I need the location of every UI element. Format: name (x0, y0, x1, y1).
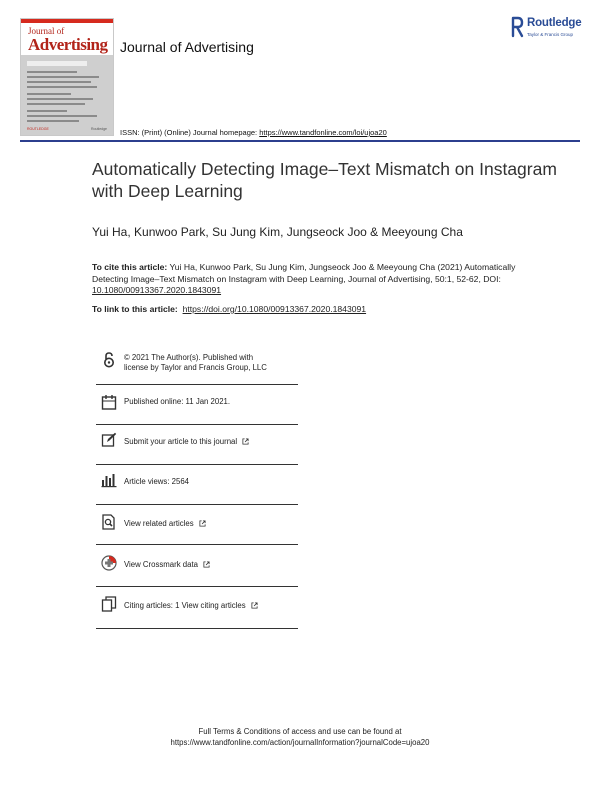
submit-article-link[interactable]: Submit your article to this journal (124, 437, 238, 446)
citation-block (92, 262, 522, 297)
journal-title[interactable]: Journal of Advertising (120, 39, 254, 55)
cover-footer-logo: Routledge (91, 127, 107, 131)
info-related-articles[interactable] (96, 506, 298, 545)
license-line-2: license by Taylor and Francis Group, LLC (124, 363, 267, 372)
external-link-icon (199, 520, 206, 527)
cover-title-small: Journal of (28, 26, 65, 36)
journal-homepage-link[interactable]: https://www.tandfonline.com/loi/ujoa20 (259, 128, 387, 137)
cite-label: To cite this article: (92, 262, 168, 272)
header-divider (20, 140, 580, 142)
bar-chart-icon (101, 472, 117, 488)
routledge-r-icon (511, 16, 524, 38)
publisher-subtitle: Taylor & Francis Group (527, 32, 574, 37)
link-label: To link to this article: (92, 304, 178, 314)
article-title: Automatically Detecting Image–Text Mismatch on Instagram with Deep Learning (92, 159, 557, 201)
info-open-access (96, 346, 298, 385)
info-article-views (96, 466, 298, 505)
issn-label: ISSN: (Print) (Online) Journal homepage: (120, 128, 258, 137)
cover-title-big: Advertising (28, 35, 108, 54)
citing-articles-icon (101, 596, 117, 612)
journal-cover-image (20, 18, 114, 136)
cover-top-stripe (21, 19, 113, 23)
crossmark-icon (101, 555, 117, 571)
info-published-online (96, 386, 298, 425)
publisher-name: Routledge (527, 17, 582, 29)
footer (0, 726, 600, 748)
cover-publisher-tag: ROUTLEDGE (27, 127, 49, 131)
footer-terms-link[interactable]: https://www.tandfonline.com/action/journalInformation?journalCode=ujoa20 (170, 738, 430, 747)
published-online-text: Published online: 11 Jan 2021. (124, 397, 231, 406)
issn-line (120, 128, 387, 137)
info-citing-articles[interactable] (96, 588, 298, 629)
citing-articles-link[interactable]: Citing articles: 1 View citing articles (124, 601, 246, 610)
license-line-1: © 2021 The Author(s). Published with (124, 353, 254, 362)
related-articles-link[interactable]: View related articles (124, 519, 194, 528)
info-crossmark[interactable] (96, 546, 298, 587)
external-link-icon (251, 602, 258, 609)
article-doi-link[interactable]: https://doi.org/10.1080/00913367.2020.1843091 (182, 304, 367, 314)
external-link-icon (242, 438, 249, 445)
search-document-icon (101, 514, 117, 530)
cover-contents-band (21, 55, 113, 136)
cite-text: Yui Ha, Kunwoo Park, Su Jung Kim, Jungseock Joo & Meeyoung Cha (2021) Automatically Detecting Image–Text Mismatch on Instagram with Deep Learning, Journal of Advertising, 50:1, 52-62, DOI: (92, 262, 516, 284)
external-link-icon (203, 561, 210, 568)
cover-title (28, 27, 108, 53)
article-link-line (92, 304, 366, 314)
crossmark-link[interactable]: View Crossmark data (124, 560, 198, 569)
open-access-icon (101, 352, 117, 368)
article-authors: Yui Ha, Kunwoo Park, Su Jung Kim, Jungseock Joo & Meeyoung Cha (92, 225, 463, 239)
edit-icon (101, 432, 117, 448)
routledge-logo[interactable] (511, 16, 596, 46)
footer-terms-text: Full Terms & Conditions of access and use can be found at (198, 727, 402, 736)
cite-doi-link[interactable]: 10.1080/00913367.2020.1843091 (92, 285, 222, 295)
article-views-text: Article views: 2564 (124, 477, 190, 486)
info-submit-article[interactable] (96, 426, 298, 465)
calendar-icon (101, 394, 117, 410)
